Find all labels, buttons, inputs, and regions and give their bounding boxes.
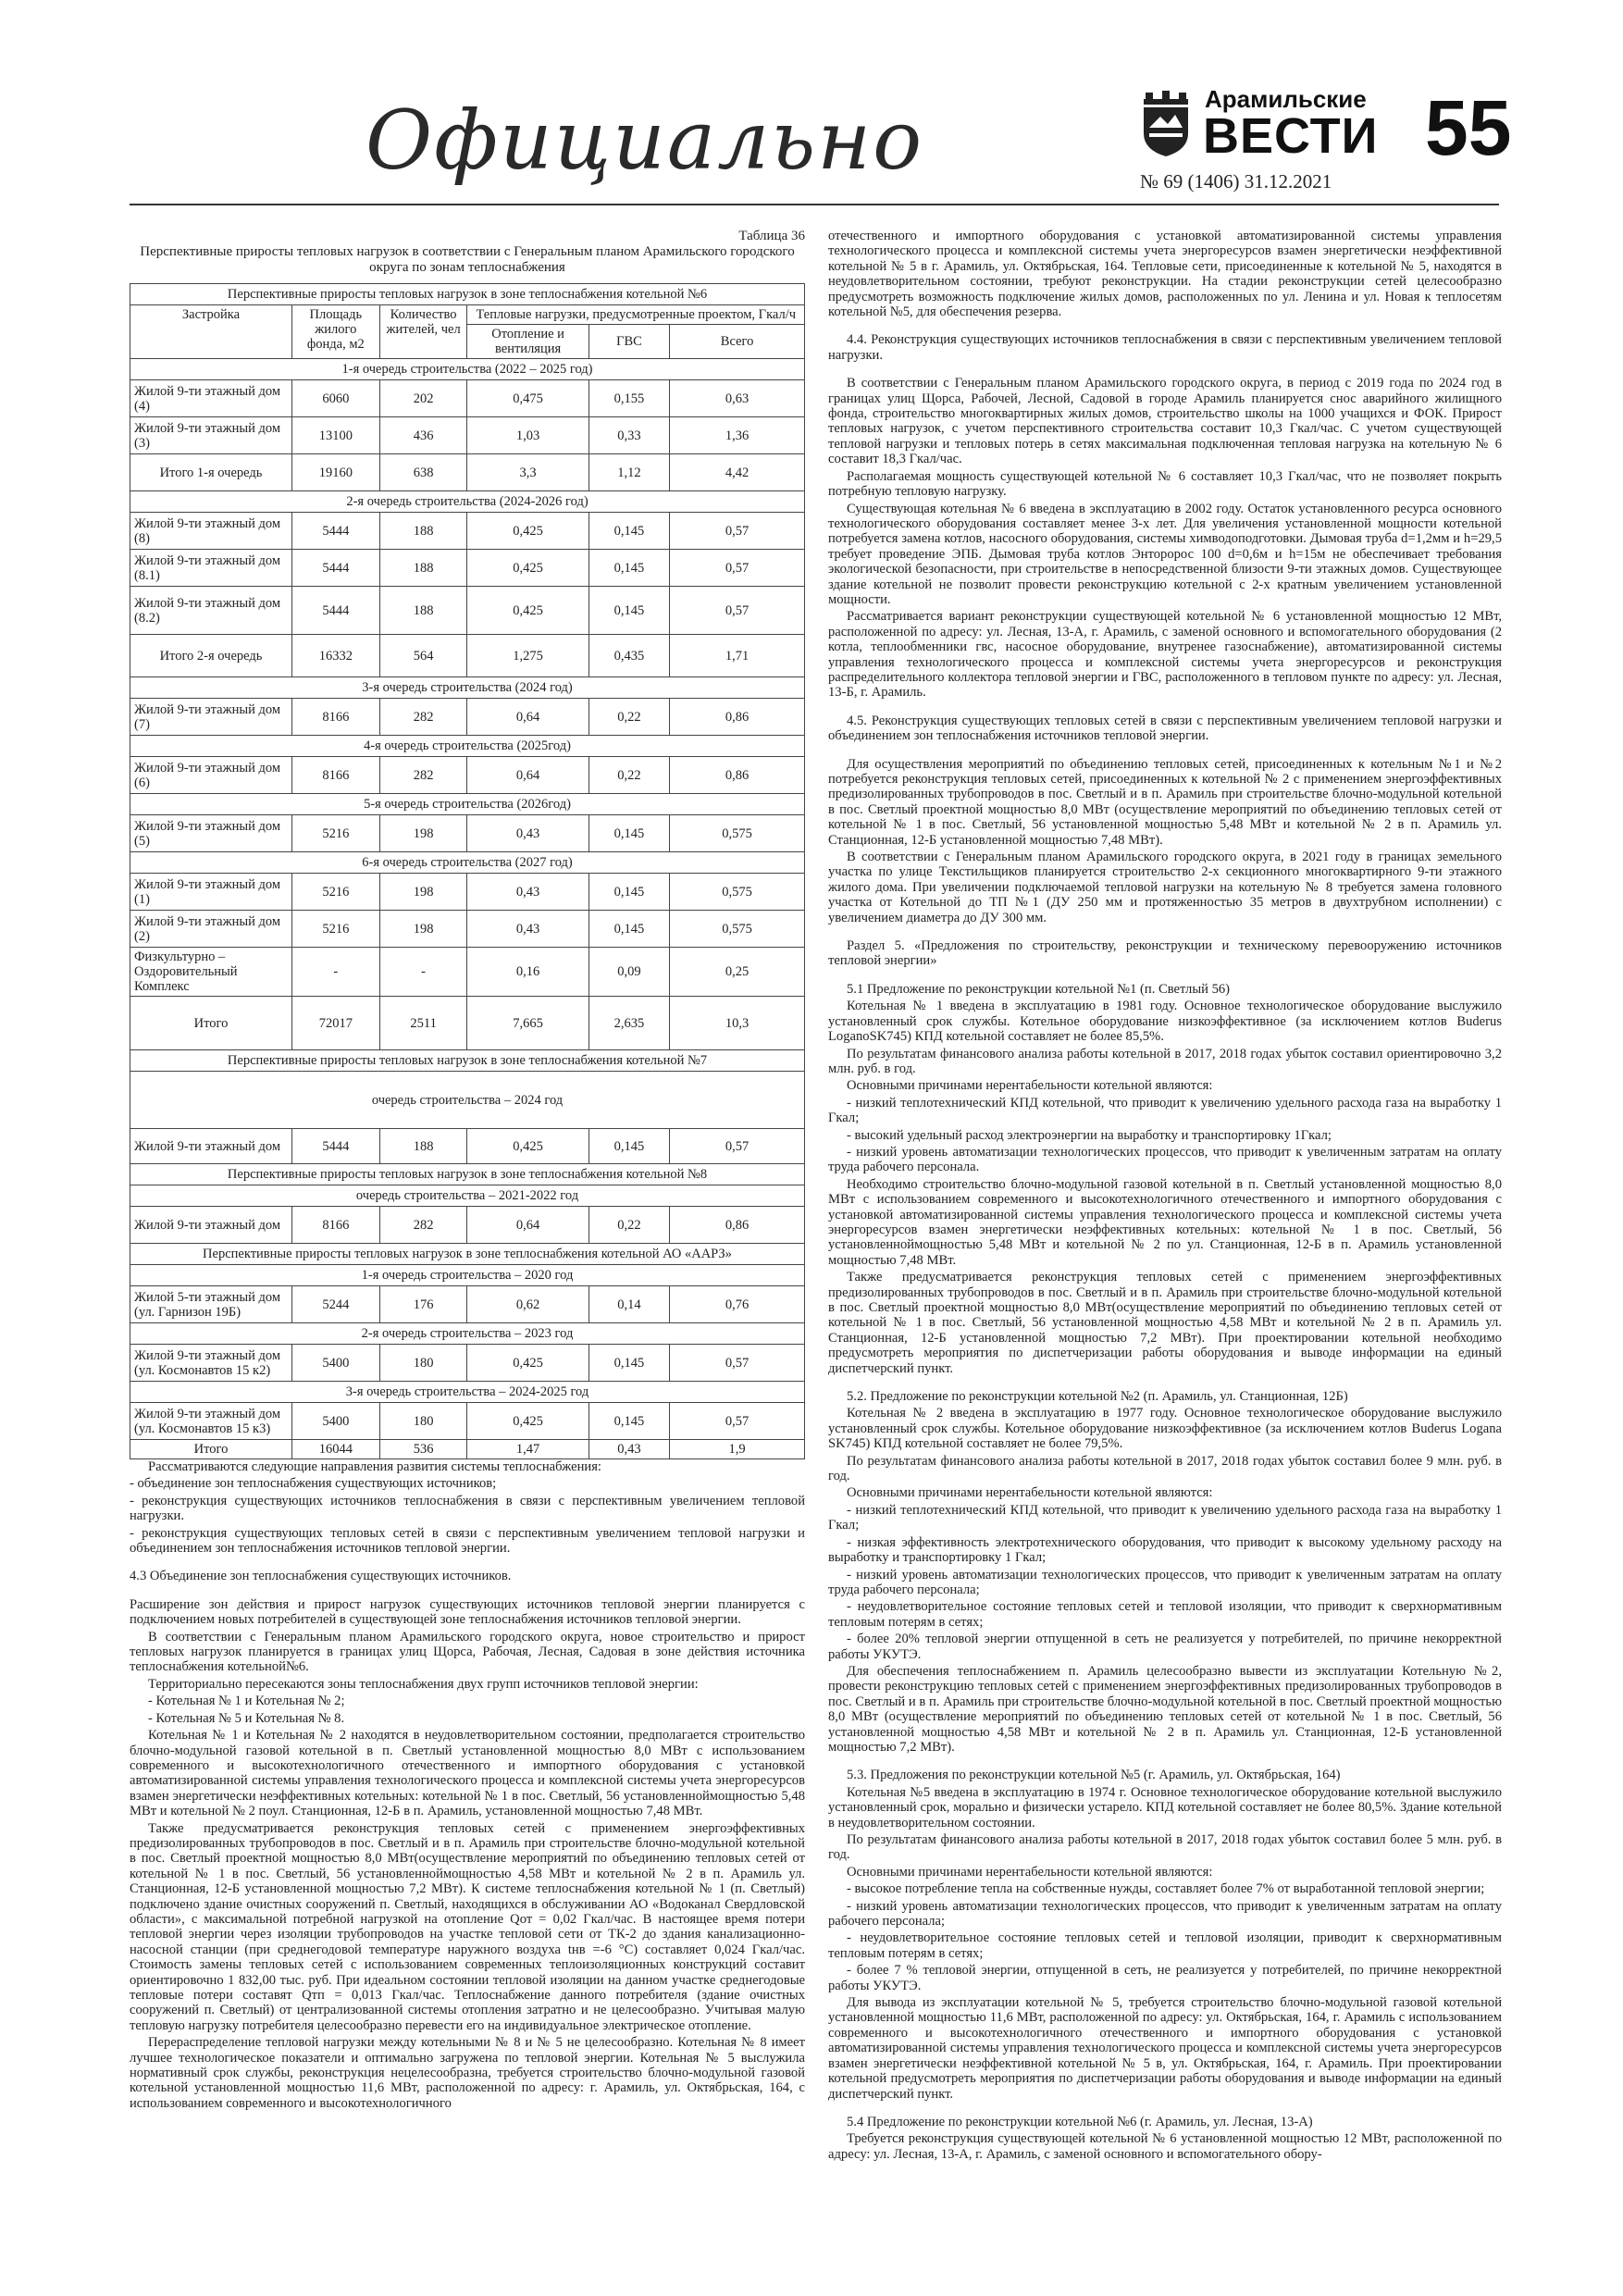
paragraph: По результатам финансового анализа работы котельной в 2017, 2018 годах убыток составил более 5 млн. руб. в год. (828, 1832, 1502, 1863)
cell: 3,3 (467, 454, 588, 491)
cell: 0,22 (588, 757, 669, 794)
right-column (828, 229, 1502, 2265)
col-header: Количество жителей, чел (379, 305, 467, 359)
table-zone-header: Перспективные приросты тепловых нагрузок в зоне теплоснабжения котельной АО «ААРЗ» (130, 1244, 805, 1265)
table-row (130, 911, 805, 948)
list-item: - низкий уровень автоматизации технологических процессов, что приводит к увеличенным затратам на оплату труда рабочего персонала. (828, 1144, 1502, 1175)
cell: 176 (379, 1286, 467, 1323)
cell: 282 (379, 1207, 467, 1244)
table-row (130, 1286, 805, 1323)
paragraph: Для осуществления мероприятий по объединению тепловых сетей, присоединенных к котельным №1 и №2 потребуется реконструкция тепловых сетей, присоединенных к котельной № 2 с применением энергоэффективных предизолированных трубопроводов в пос. Светлый и в п. Арамиль при строительстве блочно-модульной котельной в пос. Светлый проектной мощностью 8,0 МВт (осуществление мероприятий по объединению тепловых сетей от котельной № 1 в пос. Светлый, 56 установленной мощностью 5,48 МВт и котельной № 2 в п. Арамиль ул. Станционная, 12-Б установленной мощностью 7,48 МВт). (828, 756, 1502, 848)
cell: 5400 (291, 1403, 379, 1440)
cell: 7,665 (467, 997, 588, 1050)
list-item: - низкий теплотехнический КПД котельной, что приводит к увеличению удельного расхода газа на выработку 1 Гкал; (828, 1095, 1502, 1126)
cell: Итого 1-я очередь (130, 454, 292, 491)
cell: 282 (379, 757, 467, 794)
cell: 0,57 (670, 550, 805, 587)
table-stage-row: 2-я очередь строительства (2024-2026 год) (130, 491, 805, 513)
cell: 436 (379, 417, 467, 454)
table-total-row (130, 454, 805, 491)
paragraph: Территориально пересекаются зоны теплоснабжения двух групп источников тепловой энергии: (148, 1676, 699, 1692)
list-item: - Котельная № 1 и Котельная № 2; (148, 1694, 345, 1709)
cell: 0,425 (467, 1403, 588, 1440)
cell: 188 (379, 550, 467, 587)
cell: 5444 (291, 1129, 379, 1164)
cell: 1,9 (670, 1440, 805, 1459)
list-item: - Котельная № 5 и Котельная № 8. (148, 1710, 345, 1726)
table-stage-row: 3-я очередь строительства (2024 год) (130, 677, 805, 699)
list-item: - низкая эффективность электротехнического оборудования, что приводит к высокому удельному расходу на выработку и транспортировку 1 Гкал; (828, 1534, 1502, 1566)
table-col-header-row (130, 305, 805, 325)
cell: Итого (130, 1440, 292, 1459)
cell: 1,275 (467, 635, 588, 677)
paragraph: Основными причинами нерентабельности котельной являются: (847, 1864, 1213, 1880)
paragraph: В соответствии с Генеральным планом Арамильского городского округа, в период с 2019 года по 2024 год в границах улиц Щорса, Рабочей, Лесной, Садовой в городе Арамиль планируется снос аварийного жилищного фонда, строительство многоквартирных жилых домов, строительство школы на 1000 учащихся и ФОК. Прирост тепловых нагрузок, с учетом перспективного строительства составит 10,3 Гкал/час. С учетом существующей тепловой нагрузки и тепловых потерь в сетях максимальная подключенная тепловая нагрузка на котельную № 6 составит 18,3 Гкал/час. (828, 376, 1502, 467)
list-item: - более 7 % тепловой энергии, отпущенной в сеть, не реализуется у потребителей, по причине некорректной работы УКУТЭ. (828, 1963, 1502, 1993)
subsection-heading: 5.4 Предложение по реконструкции котельной №6 (г. Арамиль, ул. Лесная, 13-А) (847, 2114, 1313, 2129)
cell: 0,145 (588, 815, 669, 852)
paragraph: Котельная № 1 введена в эксплуатацию в 1981 году. Основное технологическое оборудование выслужило установленный срок службы. Котельное оборудование низкоэффективное (за исключением котлов Buderus LoganoSK745) КПД котельной составляет не более 85,5%. (828, 999, 1502, 1045)
cell: 0,145 (588, 1403, 669, 1440)
cell: 0,425 (467, 1129, 588, 1164)
paragraph: отечественного и импортного оборудования с установкой автоматизированной системы управления технологического процесса и комплексной системы учета энергоресурсов взамен энергетически неэффективной котельной № 5 в г. Арамиль, ул. Октябрьская, 164. Тепловые сети, присоединенные к котельной № 5, находятся в неудовлетворительном состоянии, требуют реконструкции. На стадии реконструкции сетей целесообразно предусмотреть возможность подключение жилых домов, расположенных по ул. Ленина и ул. Новая к теплосетям котельной №5, для обеспечения резерва. (828, 229, 1502, 320)
cell: 0,57 (670, 1129, 805, 1164)
cell: 0,425 (467, 587, 588, 635)
table-zone-header: Перспективные приросты тепловых нагрузок в зоне теплоснабжения котельной №7 (130, 1050, 805, 1072)
cell: 0,62 (467, 1286, 588, 1323)
logo-title-top: Арамильские (1205, 85, 1367, 113)
table-stage-row: 3-я очередь строительства – 2024-2025 год (130, 1382, 805, 1403)
cell: Жилой 5-ти этажный дом (ул. Гарнизон 19Б) (130, 1286, 292, 1323)
list-item: - низкий уровень автоматизации технологических процессов, что приводит к увеличенным затратам на оплату рабочего персонала; (828, 1898, 1502, 1930)
table-row (130, 380, 805, 417)
paragraph: В соответствии с Генеральным планом Арамильского городского округа, новое строительство и прирост тепловых нагрузок планируется в границах улиц Щорса, Рабочая, Лесная, Садовая в зоне действия источника теплоснабжения котельной№6. (130, 1629, 805, 1675)
cell: 0,33 (588, 417, 669, 454)
table-row (130, 948, 805, 997)
cell: 0,575 (670, 911, 805, 948)
cell: 188 (379, 587, 467, 635)
cell: 5444 (291, 513, 379, 550)
paragraph: Основными причинами нерентабельности котельной являются: (847, 1078, 1213, 1094)
cell: 0,575 (670, 815, 805, 852)
cell: Жилой 9-ти этажный дом (5) (130, 815, 292, 852)
cell: 0,145 (588, 550, 669, 587)
subsection-heading: 5.2. Предложение по реконструкции котельной №2 (п. Арамиль, ул. Станционная, 12Б) (847, 1389, 1348, 1405)
cell: 5216 (291, 815, 379, 852)
cell: 10,3 (670, 997, 805, 1050)
cell: 0,425 (467, 1345, 588, 1382)
cell: 0,63 (670, 380, 805, 417)
cell: Жилой 9-ти этажный дом (1) (130, 874, 292, 911)
table-row (130, 1345, 805, 1382)
cell: 5216 (291, 874, 379, 911)
section-heading: 4.5. Реконструкция существующих тепловых сетей в связи с перспективным увеличением тепловой нагрузки и объединением зон теплоснабжения источников тепловой энергии. (828, 713, 1502, 744)
paragraph: Расширение зон действия и прирост нагрузок существующих источников тепловой энергии планируется с подключением новых потребителей в существующей зоне теплоснабжения источников тепловой энергии. (130, 1596, 805, 1628)
paragraph: Для вывода из эксплуатации котельной № 5, требуется строительство блочно-модульной газовой котельной установленной мощностью 11,6 МВт, расположенной по адресу: ул. Октябрьская, 164, г. Арамиль с использованием современного и высокотехнологичного отечественного и импортного оборудования с установкой автоматизированной системы управления технологического процесса и комплексной системы учета энергоресурсов взамен энергетически неэффективной котельной № 5 в, ул. Октябрьская, 164, г. Арамиль. При проектировании котельной предусмотреть мероприятия по диспетчеризации работы оборудования и выводе информации на единый диспетчерский пункт. (828, 1995, 1502, 2102)
table-stage-row: 2-я очередь строительства – 2023 год (130, 1323, 805, 1345)
col-header: ГВС (588, 325, 669, 359)
table-row (130, 550, 805, 587)
table-row (130, 815, 805, 852)
issue-info: № 69 (1406) 31.12.2021 (1140, 170, 1332, 192)
city-crest-icon (1140, 91, 1192, 157)
paragraph: Также предусматривается реконструкция тепловых сетей с применением энергоэффективных предизолированных трубопроводов в пос. Светлый и в п. Арамиль при строительстве блочно-модульной котельной в пос. Светлый проектной мощностью 8,0 МВт(осуществление мероприятий по объединению тепловых сетей от котельной № 1 в пос. Светлый, 56 установленной мощностью 4,58 МВт и котельной № 2 в п. Арамиль ул. Станционная, 12-Б установленной мощностью 7,2 МВт). При проектировании котельной необходимо предусмотреть мероприятия по диспетчеризации работы оборудования и выводе информации на единый диспетчерский пункт. (828, 1270, 1502, 1376)
paragraph: В соответствии с Генеральным планом Арамильского городского округа, в 2021 году в границах земельного участка по улице Текстильщиков планируется строительство 2-х секционного многоквартирного 9-ти этажного жилого дома. При увеличении подключаемой тепловой нагрузки на котельную № 8 требуется замена головного участка от Котельной до ТП №1 (ДУ 250 мм и протяженностью 35 метров в двухтрубном исполнении) с увеличением диаметра до ДУ 300 мм. (828, 850, 1502, 925)
cell: 1,47 (467, 1440, 588, 1459)
list-item: - неудовлетворительное состояние тепловых сетей и тепловой изоляции, что приводит к сверхнормативным тепловым потерям в сетях; (828, 1599, 1502, 1630)
cell: 16332 (291, 635, 379, 677)
table-row (130, 417, 805, 454)
paragraph: Необходимо строительство блочно-модульной газовой котельной в п. Светлый установленной мощностью 8,0 МВт с использованием современного и высокотехнологичного отечественного и импортного оборудования с установкой автоматизированной системы управления технологического процесса и комплексной системы учета энергоресурсов взамен энергетически неэффективных котельных: котельной № 1 в пос. Светлый, 56 установленноймощностью 5,48 МВт и котельной № 2 по ул. Станционная, 12-Б в п. Арамиль установленной мощностью 7,48 МВт. (828, 1176, 1502, 1268)
cell: Жилой 9-ти этажный дом (3) (130, 417, 292, 454)
cell: 5244 (291, 1286, 379, 1323)
cell: 0,76 (670, 1286, 805, 1323)
cell: Жилой 9-ти этажный дом (8.1) (130, 550, 292, 587)
cell: 180 (379, 1403, 467, 1440)
heat-load-table (130, 283, 805, 1459)
table-zone-header: Перспективные приросты тепловых нагрузок в зоне теплоснабжения котельной №8 (130, 1164, 805, 1185)
list-item: - высокий удельный расход электроэнергии на выработку и транспортировку 1Гкал; (847, 1127, 1332, 1143)
table-row (130, 757, 805, 794)
cell: Жилой 9-ти этажный дом (8) (130, 513, 292, 550)
paragraph: Требуется реконструкция существующей котельной № 6 установленной мощностью 12 МВт, расположенной по адресу: ул. Лесная, 13-А, г. Арамиль, с заменой основного и вспомогательного обору- (828, 2131, 1502, 2162)
list-item: - реконструкция существующих тепловых сетей в связи с перспективным увеличением тепловой нагрузки и объединением зон теплоснабжения источников тепловой энергии. (130, 1525, 805, 1557)
masthead (0, 0, 1623, 222)
cell: 5216 (291, 911, 379, 948)
section-rubric: Официально (365, 93, 924, 188)
table-stage-row: очередь строительства – 2024 год (130, 1072, 805, 1129)
paragraph: Для обеспечения теплоснабжением п. Арамиль целесообразно вывести из эксплуатации Котельную №2, провести реконструкцию тепловых сетей с применением энергоэффективных предизолированных трубопроводов в пос. Светлый и в п. Арамиль при строительстве блочно-модульной котельной в пос. Светлый проектной мощностью 8,0 МВт (осуществление мероприятий по объединению тепловых сетей от котельной № 1 в пос. Светлый, 56 установленной мощностью 4,58 МВт и котельной № 2 в п. Арамиль ул. Станционная, 12-Б установленной мощностью 7,2 МВт). (828, 1663, 1502, 1755)
list-item: - более 20% тепловой энергии отпущенной в сеть не реализуется у потребителей, по причине некорректной работы УКУТЭ. (828, 1632, 1502, 1662)
table-row (130, 587, 805, 635)
cell: 0,25 (670, 948, 805, 997)
section-heading: 4.4. Реконструкция существующих источников теплоснабжения в связи с перспективным увеличением тепловой нагрузки. (828, 332, 1502, 363)
header-divider (130, 204, 1499, 205)
table-label: Таблица 36 (738, 229, 805, 243)
paragraph: Рассматривается вариант реконструкции существующей котельной № 6 установленной мощностью 12 МВт, расположенной по адресу: ул. Лесная, 13-А, г. Арамиль, с заменой основного и вспомогательного оборудования (2 котла, теплообменники гвс, насосное оборудование, внутренее газоснабжение), автоматизированной системы управления технологического процесса и комплексной системы учета энергоресурсов и реконструкция распределительного коллектора тепловой энергии и ГВС, расположенного в тепловом пункте по адресу: ул. Лесная, 13-Б, г. Арамиль. (828, 609, 1502, 701)
table-row (130, 1129, 805, 1164)
cell: Жилой 9-ти этажный дом (8.2) (130, 587, 292, 635)
cell: 0,57 (670, 513, 805, 550)
subsection-heading: 5.3. Предложения по реконструкции котельной №5 (г. Арамиль, ул. Октябрьская, 164) (847, 1768, 1341, 1783)
list-item: - низкий уровень автоматизации технологических процессов, что приводит к увеличенным затратам на оплату труда рабочего персонала; (828, 1567, 1502, 1597)
cell: 1,12 (588, 454, 669, 491)
cell: 0,57 (670, 1345, 805, 1382)
cell: 0,86 (670, 1207, 805, 1244)
cell: 0,86 (670, 699, 805, 736)
cell: 16044 (291, 1440, 379, 1459)
table-zone-header: Перспективные приросты тепловых нагрузок в зоне теплоснабжения котельной №6 (130, 284, 805, 305)
table-row (130, 1403, 805, 1440)
cell: 0,425 (467, 513, 588, 550)
cell: 5400 (291, 1345, 379, 1382)
cell: 0,43 (467, 815, 588, 852)
cell: - (291, 948, 379, 997)
cell: 0,145 (588, 587, 669, 635)
cell: 2511 (379, 997, 467, 1050)
paragraph: Рассматриваются следующие направления развития системы теплоснабжения: (148, 1459, 601, 1474)
cell: Жилой 9-ти этажный дом (ул. Космонавтов 15 к3) (130, 1403, 292, 1440)
paragraph: Котельная № 2 введена в эксплуатацию в 1977 году. Основное технологическое оборудование выслужило установленный срок службы. Котельное оборудование низкоэффективное (за исключением котлов Buderus Logana SK745) КПД котельной составляет не более 79,5%. (828, 1406, 1502, 1452)
cell: Жилой 9-ти этажный дом (7) (130, 699, 292, 736)
cell: 0,43 (467, 911, 588, 948)
paragraph: По результатам финансового анализа работы котельной в 2017, 2018 годах убыток составил более 9 млн. руб. в год. (828, 1453, 1502, 1484)
cell: 564 (379, 635, 467, 677)
cell: 0,57 (670, 587, 805, 635)
list-item: - высокое потребление тепла на собственные нужды, составляет более 7% от выработанной тепловой энергии; (847, 1881, 1485, 1897)
paragraph: По результатам финансового анализа работы котельной в 2017, 2018 годах убыток составил ориентировочно 3,2 млн. руб. в год. (828, 1046, 1502, 1076)
cell: 13100 (291, 417, 379, 454)
cell: 0,64 (467, 699, 588, 736)
logo-title-main: ВЕСТИ (1203, 108, 1379, 164)
section-heading: 4.3 Объединение зон теплоснабжения существующих источников. (130, 1569, 512, 1584)
cell: 282 (379, 699, 467, 736)
subsection-heading: 5.1 Предложение по реконструкции котельной №1 (п. Светлый 56) (847, 981, 1231, 997)
cell: Итого 2-я очередь (130, 635, 292, 677)
table-stage-row: 1-я очередь строительства (2022 – 2025 год) (130, 359, 805, 380)
list-item: - реконструкция существующих источников теплоснабжения в связи с перспективным увеличением тепловой нагрузки. (130, 1493, 805, 1524)
table-row (130, 874, 805, 911)
cell: 1,03 (467, 417, 588, 454)
cell: 8166 (291, 757, 379, 794)
cell: 180 (379, 1345, 467, 1382)
cell: Жилой 9-ти этажный дом (ул. Космонавтов 15 к2) (130, 1345, 292, 1382)
list-item: - низкий теплотехнический КПД котельной, что приводит к увеличению удельного расхода газа на выработку 1 Гкал; (828, 1502, 1502, 1533)
cell: 0,43 (467, 874, 588, 911)
cell: 19160 (291, 454, 379, 491)
table-stage-row: 5-я очередь строительства (2026год) (130, 794, 805, 815)
table-total-row (130, 997, 805, 1050)
cell: 0,57 (670, 1403, 805, 1440)
cell: 1,71 (670, 635, 805, 677)
left-column (130, 229, 805, 2265)
cell: 1,36 (670, 417, 805, 454)
cell: 8166 (291, 1207, 379, 1244)
table-total-row (130, 635, 805, 677)
cell: 198 (379, 874, 467, 911)
cell: 0,145 (588, 874, 669, 911)
cell: 188 (379, 513, 467, 550)
table-row (130, 699, 805, 736)
cell: 0,435 (588, 635, 669, 677)
paragraph: Основными причинами нерентабельности котельной являются: (847, 1485, 1213, 1501)
cell: 0,22 (588, 1207, 669, 1244)
cell: 0,22 (588, 699, 669, 736)
cell: Жилой 9-ти этажный дом (130, 1129, 292, 1164)
cell: 0,09 (588, 948, 669, 997)
table-stage-row: очередь строительства – 2021-2022 год (130, 1185, 805, 1207)
list-item: - неудовлетворительное состояние тепловых сетей и тепловой изоляции, приводит к сверхнормативным тепловым потерям в сетях; (828, 1930, 1502, 1961)
col-header: Отопление и вентиляция (467, 325, 588, 359)
cell: Итого (130, 997, 292, 1050)
table-stage-row: 4-я очередь строительства (2025год) (130, 736, 805, 757)
cell: 0,425 (467, 550, 588, 587)
cell: 0,64 (467, 757, 588, 794)
cell: 198 (379, 815, 467, 852)
page-number: 55 (1425, 84, 1512, 171)
col-header: Всего (670, 325, 805, 359)
cell: Жилой 9-ти этажный дом (4) (130, 380, 292, 417)
cell: - (379, 948, 467, 997)
cell: 0,86 (670, 757, 805, 794)
table-stage-row: 6-я очередь строительства (2027 год) (130, 852, 805, 874)
cell: Жилой 9-ти этажный дом (6) (130, 757, 292, 794)
paragraph: Также предусматривается реконструкция тепловых сетей с применением энергоэффективных предизолированных трубопроводов в пос. Светлый и в п. Арамиль при строительстве блочно-модульной котельной в пос. Светлый проектной мощностью 8,0 МВт(осуществление мероприятий по объединению тепловых сетей от котельной № 1 в пос. Светлый, 56 установленноймощностью 4,58 МВт и котельной № 2 в п. Арамиль ул. Станционная, 12-Б установленной мощностью 7,2 МВт). К системе теплоснабжения котельной № 1 (п. Светлый) подключено здание очистных сооружений п. Светлый, находящихся в обслуживании АО «Водоканал Свердловской области», с максимальной потребной нагрузкой на отопление Qот = 0,02 Гкал/час. В настоящее время потери тепловой энергии через изоляции трубопроводов на участке тепловой сети от ТК-2 до здания канализационно-насосной станции (при среднегодовой температуре наружного воздуха tнв =-6 °С) составляет 0,024 Гкал/час. Стоимость замены тепловых сетей с использованием современных теплоизоляционных конструкций составит ориентировочно 1 832,00 тыс. руб. При идеальном состоянии тепловой изоляции на данном участке среднегодовые тепловые потери составят Qтп = 0,013 Гкал/час. Теплоснабжение данного потребителя (здание очистных сооружений п. Светлый) от централизованной системы отопления затратно и не целесообразно. Учитывая малую тепловую нагрузку потребителя целесообразно перевести его на индивидуальное электрическое отопление. (130, 1820, 805, 2033)
paragraph: Существующая котельная № 6 введена в эксплуатацию в 2002 году. Остаток установленного ресурса основного технологического оборудования составляет менее 3-х лет. Для увеличения установленной мощности котельной потребуется замена котлов, насосного оборудования, системы химводоподготовки. Дымовая труба d=1,2мм и h=29,5 требует проведение ЭПБ. Дымовая труба котлов Энторорос 100 d=0,6м и h=15м не обеспечивает требования экологической безопасности, при строительстве в непосредственной близости 9-ти этажных домов. Существующее здание котельной не позволит провести реконструкцию котельной с 2-х кратным увеличением установленной мощности. (828, 501, 1502, 607)
cell: 0,145 (588, 1129, 669, 1164)
cell: 638 (379, 454, 467, 491)
cell: 0,145 (588, 911, 669, 948)
cell: 0,145 (588, 1345, 669, 1382)
cell: 0,64 (467, 1207, 588, 1244)
table-row (130, 513, 805, 550)
cell: 5444 (291, 550, 379, 587)
cell: 0,16 (467, 948, 588, 997)
cell: Жилой 9-ти этажный дом (2) (130, 911, 292, 948)
cell: 0,14 (588, 1286, 669, 1323)
cell: 72017 (291, 997, 379, 1050)
paragraph: Располагаемая мощность существующей котельной № 6 составляет 10,3 Гкал/час, что не позволяет покрыть потребную тепловую нагрузку. (828, 468, 1502, 500)
cell: 0,43 (588, 1440, 669, 1459)
list-item: - объединение зон теплоснабжения существующих источников; (130, 1476, 497, 1492)
table-stage-row: 1-я очередь строительства – 2020 год (130, 1265, 805, 1286)
cell: 0,155 (588, 380, 669, 417)
table-caption: Перспективные приросты тепловых нагрузок в соответствии с Генеральным планом Арамильского городского округа по зонам теплоснабжения (140, 244, 795, 275)
col-header: Площадь жилого фонда, м2 (291, 305, 379, 359)
paragraph: Перераспределение тепловой нагрузки между котельными № 8 и № 5 не целесообразно. Котельная № 8 имеет лучшее технологическое показатели и оптимально загружена по тепловой энергии. Котельная № 5 выслужила нормативный срок службы, реконструкция нецелесообразна, требуется строительство блочно-модульной газовой котельной установленной мощностью 11,6 МВт, расположенной по адресу: г. Арамиль, ул. Октябрьская, 164, с использованием современного и высокотехнологичного (130, 2035, 805, 2111)
table-row (130, 1207, 805, 1244)
cell: Жилой 9-ти этажный дом (130, 1207, 292, 1244)
cell: 4,42 (670, 454, 805, 491)
cell: 188 (379, 1129, 467, 1164)
paragraph: Котельная № 1 и Котельная № 2 находятся в неудовлетворительном состоянии, предполагается строительство блочно-модульной газовой котельной в п. Светлый установленной мощностью 8,0 МВт с использованием современного и высокотехнологичного отечественного и импортного оборудования с установкой автоматизированной системы управления технологического процесса и комплексной системы учета энергоресурсов взамен энергетически неэффективных котельных: котельной № 1 в пос. Светлый, 56 установленноймощностью 5,48 МВт и котельной № 2 поул. Станционная, 12-Б в п. Арамиль, установленной мощностью 7,48 МВт. (130, 1728, 805, 1819)
col-header: Застройка (130, 305, 292, 359)
paragraph: Котельная №5 введена в эксплуатацию в 1974 г. Основное технологическое оборудование котельной выслужило установленный срок, морально и физически устарело. КПД котельной составляет не более 80,5%. Здание котельной в неудовлетворительном состоянии. (828, 1784, 1502, 1831)
newspaper-logo (1140, 83, 1379, 167)
cell: 202 (379, 380, 467, 417)
cell: 198 (379, 911, 467, 948)
col-header: Тепловые нагрузки, предусмотренные проектом, Гкал/ч (467, 305, 805, 325)
cell: 5444 (291, 587, 379, 635)
cell: 0,575 (670, 874, 805, 911)
cell: Физкультурно – Оздоровительный Комплекс (130, 948, 292, 997)
cell: 2,635 (588, 997, 669, 1050)
cell: 0,475 (467, 380, 588, 417)
cell: 536 (379, 1440, 467, 1459)
cell: 0,145 (588, 513, 669, 550)
cell: 6060 (291, 380, 379, 417)
cell: 8166 (291, 699, 379, 736)
section-heading: Раздел 5. «Предложения по строительству, реконструкции и техническому перевооружению источников тепловой энергии» (828, 938, 1502, 969)
table-total-row (130, 1440, 805, 1459)
